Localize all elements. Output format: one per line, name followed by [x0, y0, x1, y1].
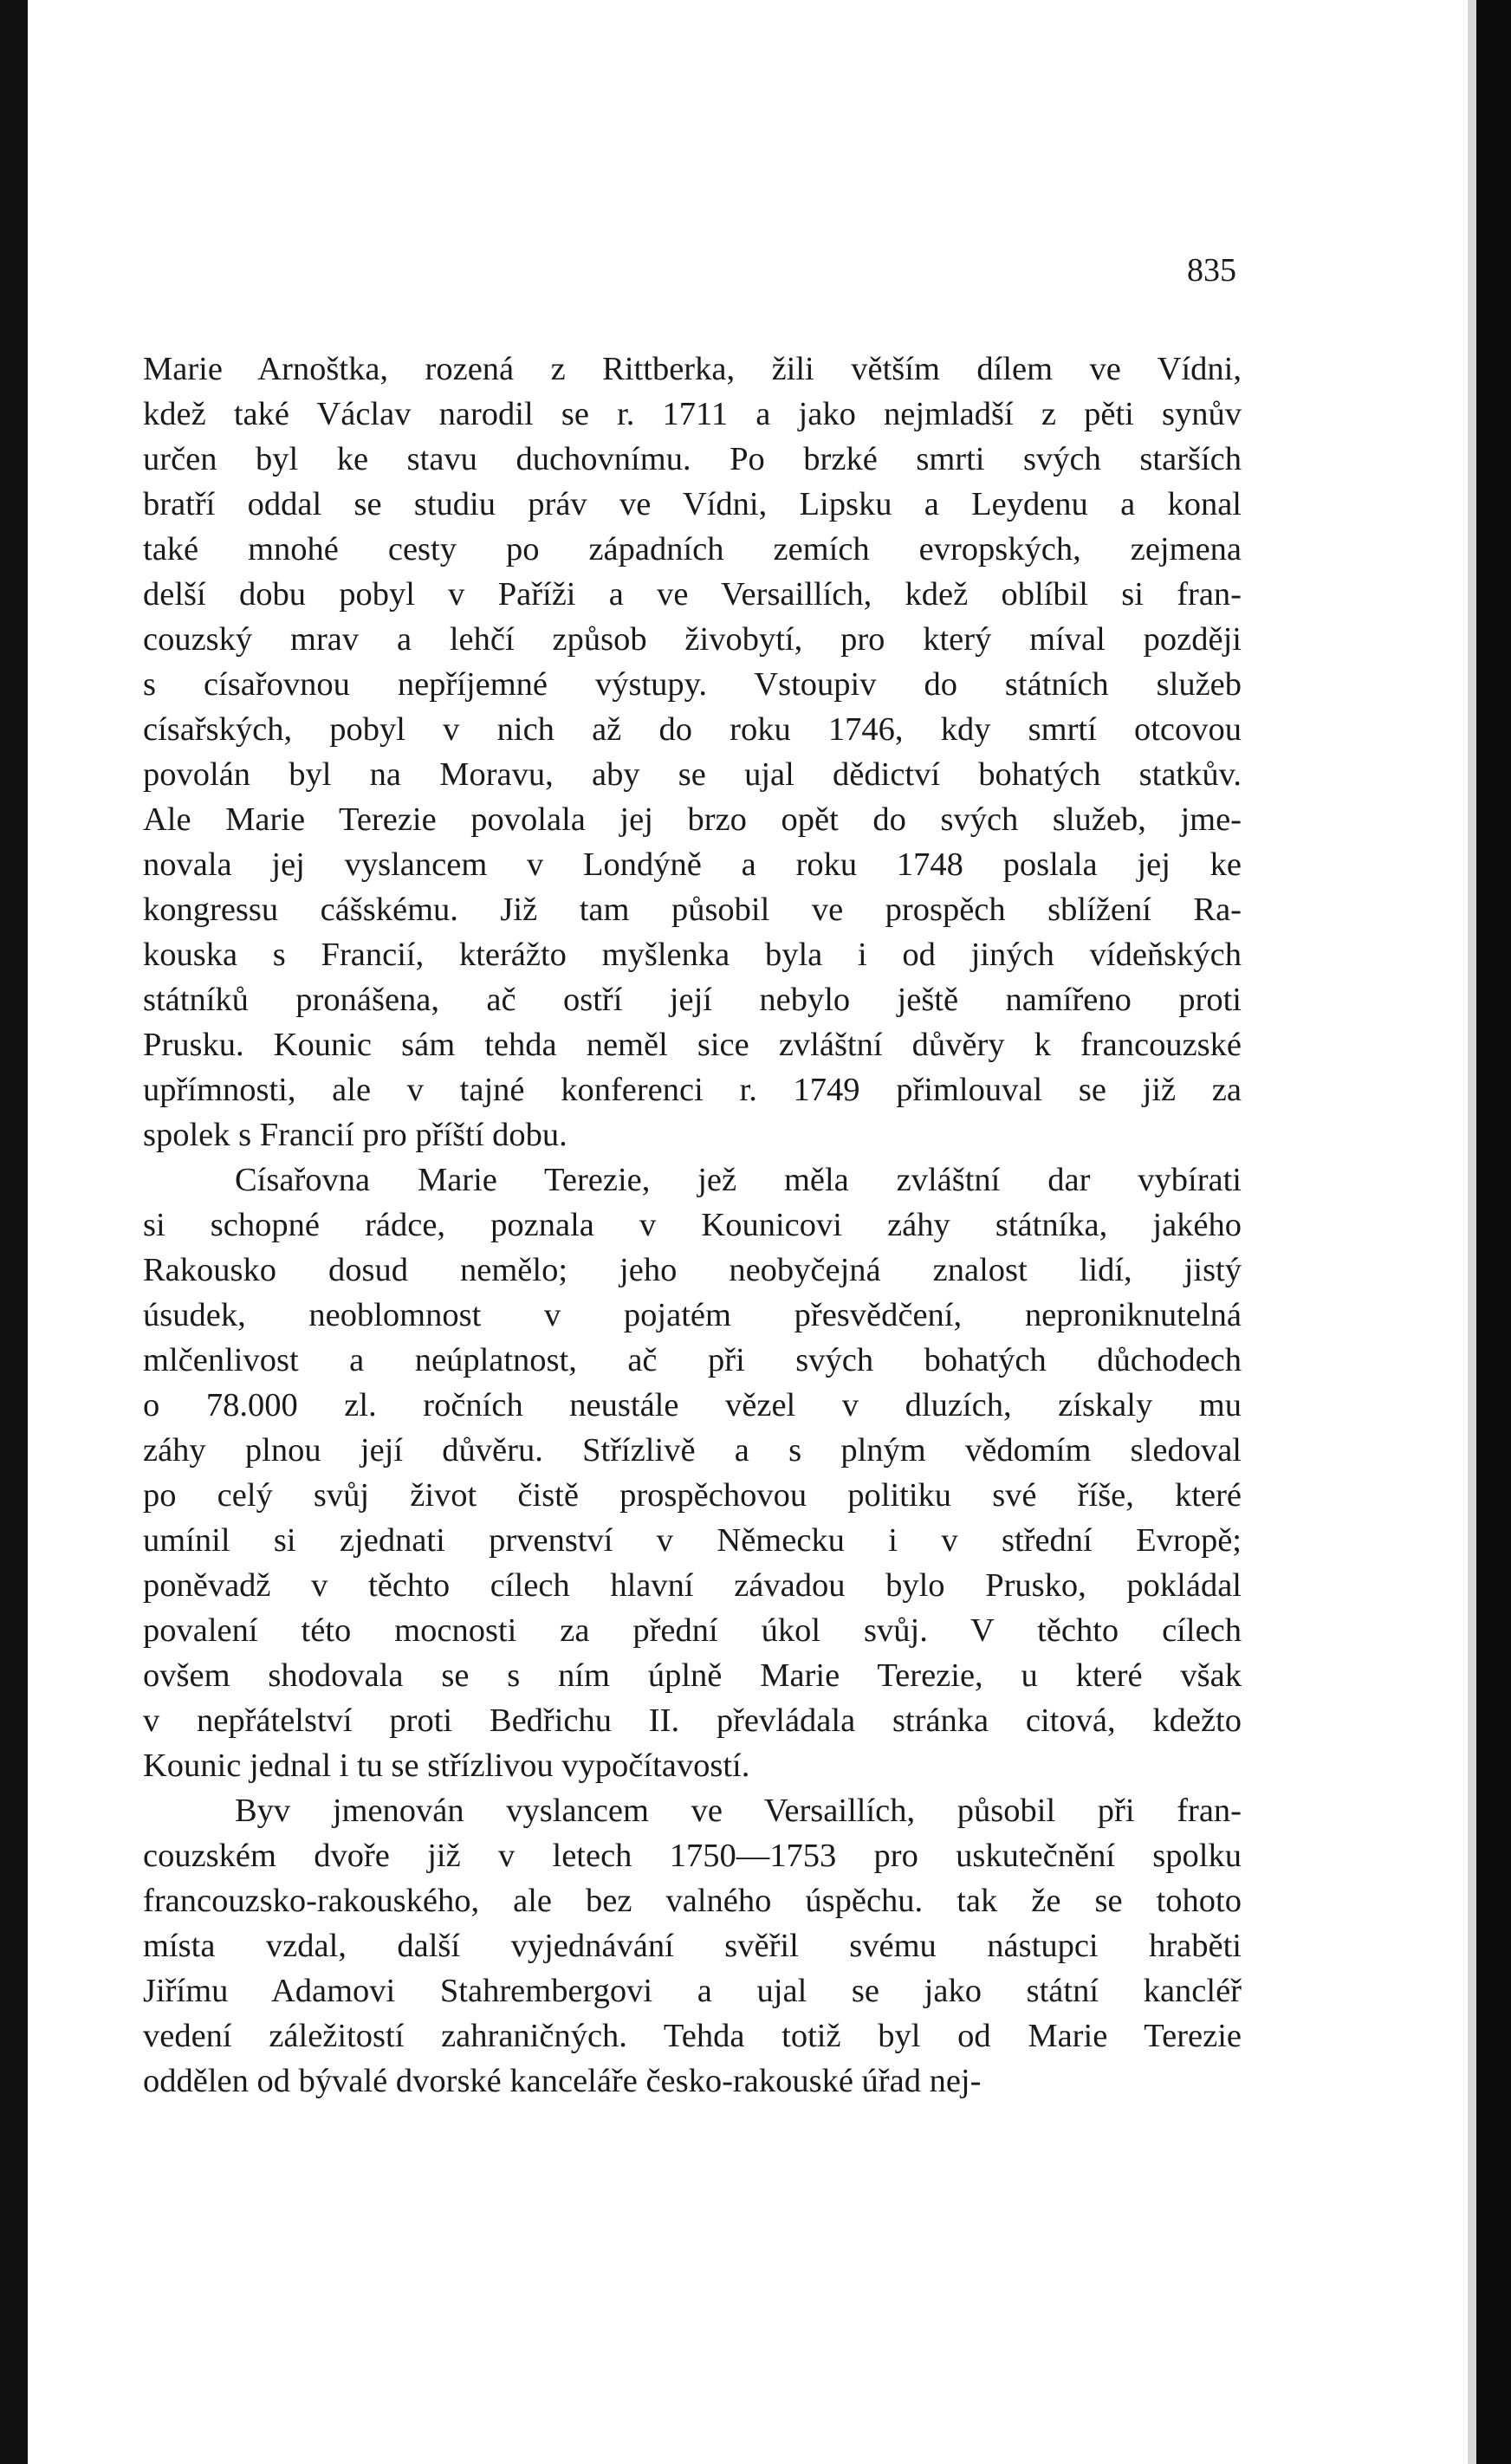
text-line: Rakousko dosud nemělo; jeho neobyčejná znalost lidí, jistý: [143, 1252, 1242, 1288]
scan-border-left: [0, 0, 28, 2464]
text-line: povalení této mocnosti za přední úkol svůj. V těchto cílech: [143, 1612, 1242, 1649]
paragraph-2: [143, 1157, 1242, 1788]
text-line: kouska s Francií, kterážto myšlenka byla i od jiných vídeňských: [143, 937, 1242, 973]
text-line: císařských, pobyl v nich až do roku 1746, kdy smrtí otcovou: [143, 711, 1242, 748]
text-line: záhy plnou její důvěru. Střízlivě a s plným vědomím sledoval: [143, 1432, 1242, 1469]
page-number: 835: [1187, 252, 1236, 289]
text-line: novala jej vyslancem v Londýně a roku 1748 poslala jej ke: [143, 846, 1242, 883]
text-line: Marie Arnoštka, rozená z Rittberka, žili větším dílem ve Vídni,: [143, 351, 1242, 387]
text-line: couzském dvoře již v letech 1750—1753 pro uskutečnění spolku: [143, 1838, 1242, 1874]
text-line: ovšem shodovala se s ním úplně Marie Terezie, u které však: [143, 1657, 1242, 1694]
text-body: [143, 347, 1242, 2104]
text-line: státníků pronášena, ač ostří její nebylo ještě namířeno proti: [143, 982, 1242, 1018]
text-line: určen byl ke stavu duchovnímu. Po brzké smrti svých starších: [143, 441, 1242, 477]
text-line: delší dobu pobyl v Paříži a ve Versaillích, kdež oblíbil si fran-: [143, 576, 1242, 613]
text-line: umínil si zjednati prvenství v Německu i v střední Evropě;: [143, 1522, 1242, 1559]
text-line: povolán byl na Moravu, aby se ujal dědictví bohatých statkův.: [143, 756, 1242, 793]
scan-border-right: [1476, 0, 1511, 2464]
text-line: Císařovna Marie Terezie, jež měla zvláštní dar vybírati: [235, 1162, 1242, 1198]
text-line: Prusku. Kounic sám tehda neměl sice zvláštní důvěry k francouzské: [143, 1027, 1242, 1063]
paragraph-3: [143, 1788, 1242, 2104]
text-line: Jiřímu Adamovi Stahrembergovi a ujal se jako státní kancléř: [143, 1973, 1242, 2009]
text-line: s císařovnou nepříjemné výstupy. Vstoupiv do státních služeb: [143, 666, 1242, 703]
text-line: po celý svůj život čistě prospěchovou politiku své říše, které: [143, 1477, 1242, 1514]
text-line: Ale Marie Terezie povolala jej brzo opět do svých služeb, jme-: [143, 801, 1242, 838]
text-line: také mnohé cesty po západních zemích evropských, zejmena: [143, 531, 1242, 567]
text-line: bratří oddal se studiu práv ve Vídni, Lipsku a Leydenu a konal: [143, 486, 1242, 522]
text-line: kongressu cášskému. Již tam působil ve prospěch sblížení Ra-: [143, 892, 1242, 928]
text-line: couzský mrav a lehčí způsob živobytí, pro který míval později: [143, 621, 1242, 658]
text-line: oddělen od bývalé dvorské kanceláře česko-rakouské úřad nej-: [143, 2063, 982, 2099]
text-line: upřímnosti, ale v tajné konferenci r. 1749 přimlouval se již za: [143, 1072, 1242, 1108]
text-line: Byv jmenován vyslancem ve Versaillích, působil při fran-: [235, 1793, 1242, 1829]
text-line: vedení záležitostí zahraničných. Tehda totiž byl od Marie Terezie: [143, 2018, 1242, 2054]
scan-border-right-gap: [1468, 0, 1476, 2464]
text-line: kdež také Václav narodil se r. 1711 a jako nejmladší z pěti synův: [143, 396, 1242, 432]
text-line: francouzsko-rakouského, ale bez valného úspěchu. tak že se tohoto: [143, 1883, 1242, 1919]
text-line: místa vzdal, další vyjednávání svěřil svému nástupci hraběti: [143, 1928, 1242, 1964]
text-line: mlčenlivost a neúplatnost, ač při svých bohatých důchodech: [143, 1342, 1242, 1378]
text-line: o 78.000 zl. ročních neustále vězel v dluzích, získaly mu: [143, 1387, 1242, 1423]
text-line: v nepřátelství proti Bedřichu II. převládala stránka citová, kdežto: [143, 1702, 1242, 1739]
text-line: spolek s Francií pro příští dobu.: [143, 1117, 567, 1153]
text-line: poněvadž v těchto cílech hlavní závadou bylo Prusko, pokládal: [143, 1567, 1242, 1604]
text-line: si schopné rádce, poznala v Kounicovi záhy státníka, jakého: [143, 1207, 1242, 1243]
text-line: Kounic jednal i tu se střízlivou vypočítavostí.: [143, 1747, 750, 1784]
paragraph-1: [143, 347, 1242, 1157]
text-line: úsudek, neoblomnost v pojatém přesvědčení, neproniknutelná: [143, 1297, 1242, 1333]
